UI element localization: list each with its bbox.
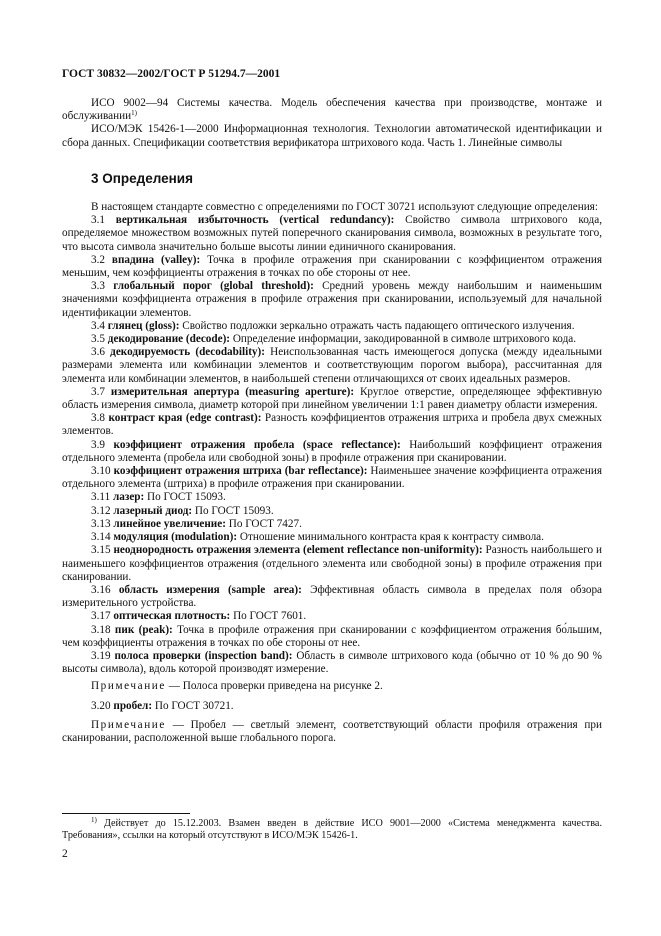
definition-item: 3.9 коэффициент отражения пробела (space reflectance): Наибольший коэффициент отражения отдельного элемента (пробела или свободной зоны) в профиле отражения при сканировании. — [62, 438, 602, 464]
document-body — [62, 97, 602, 745]
note-space: Примечание — Пробел — светлый элемент, соответствующий области профиля отражения при сканировании, расположенной выше глобального порога. — [62, 718, 602, 744]
definition-item: 3.16 область измерения (sample area): Эффективная область символа в пределах поля обзора измерительного устройства. — [62, 583, 603, 610]
definition-item: 3.8 контраст края (edge contrast): Разность коэффициентов отражения штриха и пробела двух смежных элементов. — [62, 412, 603, 438]
definition-item: 3.18 пик (peak): Точка в профиле отражения при сканировании с коэффициентом отражения бо́льшим, чем коэффициенты отражения в точках по обе стороны от нее. — [62, 623, 603, 649]
definition-item: 3.19 полоса проверки (inspection band): Область в символе штрихового кода (обычно от 10 % до 90 % высоты символа), вдоль которой производят измерение. — [62, 649, 602, 676]
section-title: 3 Определения — [91, 170, 193, 186]
page-number: 2 — [62, 848, 68, 860]
definitions-intro: В настоящем стандарте совместно с определениями по ГОСТ 30721 используют следующие определения: — [91, 201, 598, 214]
definition-item: 3.11 лазер: По ГОСТ 15093. — [91, 491, 226, 504]
definition-item: 3.1 вертикальная избыточность (vertical redundancy): Свойство символа штрихового кода, определяемое множеством возможных путей поперечного сканирования символа, возможных в результате того, что высота символа значительно больше высоты линии единичного сканирования. — [62, 214, 602, 253]
note-inspection-band: Примечание — Полоса проверки приведена на рисунке 2. — [91, 680, 383, 693]
document-header: ГОСТ 30832—2002/ГОСТ Р 51294.7—2001 — [62, 68, 281, 80]
definition-item: 3.3 глобальный порог (global threshold): Средний уровень между наибольшим и наименьшим значениями коэффициента отражения в профиле отражения при сканировании, используемый для начальной идентификации элементов. — [62, 280, 602, 319]
definition-item: 3.2 впадина (valley): Точка в профиле отражения при сканировании с коэффициентом отражения меньшим, чем коэффициенты отражения в точках по обе стороны от нее. — [62, 253, 602, 280]
definition-item: 3.6 декодируемость (decodability): Неиспользованная часть имеющегося допуска (между идеальными размерами элемента или комбинации элементов и соответствующим порогом выбора), рассчитанная для элемента или комбинации элементов, в наибольшей степени отличающихся от своих идеальных размеров. — [62, 346, 602, 385]
definition-item: 3.4 глянец (gloss): Свойство подложки зеркально отражать часть падающего оптического излучения. — [91, 319, 575, 332]
definitions-list — [62, 214, 602, 676]
definition-item: 3.5 декодирование (decode): Определение информации, закодированной в символе штрихового кода. — [91, 333, 577, 346]
reference-iso-15426: ИСО/МЭК 15426-1—2000 Информационная технология. Технологии автоматической идентификации и сбора данных. Спецификации соответствия верификатора штрихового кода. Часть 1. Линейные символы — [62, 123, 602, 149]
definition-item: 3.15 неоднородность отражения элемента (element reflectance non-uniformity): Разность наибольшего и наименьшего коэффициентов отражения (отдельного элемента или свободной зоны) в профиле отражения при сканировании. — [62, 544, 602, 583]
footnote: $^{1)}$ Действует до 15.12.2003. Взамен введен в действие ИСО 9001—2000 «Система менеджмента качества. Требования», ссылки на который отсутствуют в ИСО/МЭК 15426-1. — [62, 816, 602, 841]
definition-item: 3.20 пробел: По ГОСТ 30721. — [91, 699, 234, 712]
definition-item: 3.14 модуляция (modulation): Отношение минимального контраста края к контрасту символа. — [91, 531, 544, 544]
reference-iso-9002: ИСО 9002—94 Системы качества. Модель обеспечения качества при производстве, монтаже и обслуживании$^{1)}$ — [62, 97, 602, 123]
definition-item: 3.13 линейное увеличение: По ГОСТ 7427. — [91, 517, 302, 530]
footnote-marker: 1) — [131, 109, 137, 118]
definition-item: 3.12 лазерный диод: По ГОСТ 15093. — [91, 504, 274, 517]
footnote-divider — [62, 813, 190, 814]
definition-item: 3.7 измерительная апертура (measuring aperture): Круглое отверстие, определяющее эффективную область измерения символа, диаметр которой при линейном увеличении 1:1 равен диаметру области измерения. — [62, 385, 602, 412]
definition-item: 3.10 коэффициент отражения штриха (bar reflectance): Наименьшее значение коэффициента отражения отдельного элемента (штриха) в профиле отражения при сканировании. — [62, 465, 602, 491]
definition-item: 3.17 оптическая плотность: По ГОСТ 7601. — [91, 610, 307, 623]
